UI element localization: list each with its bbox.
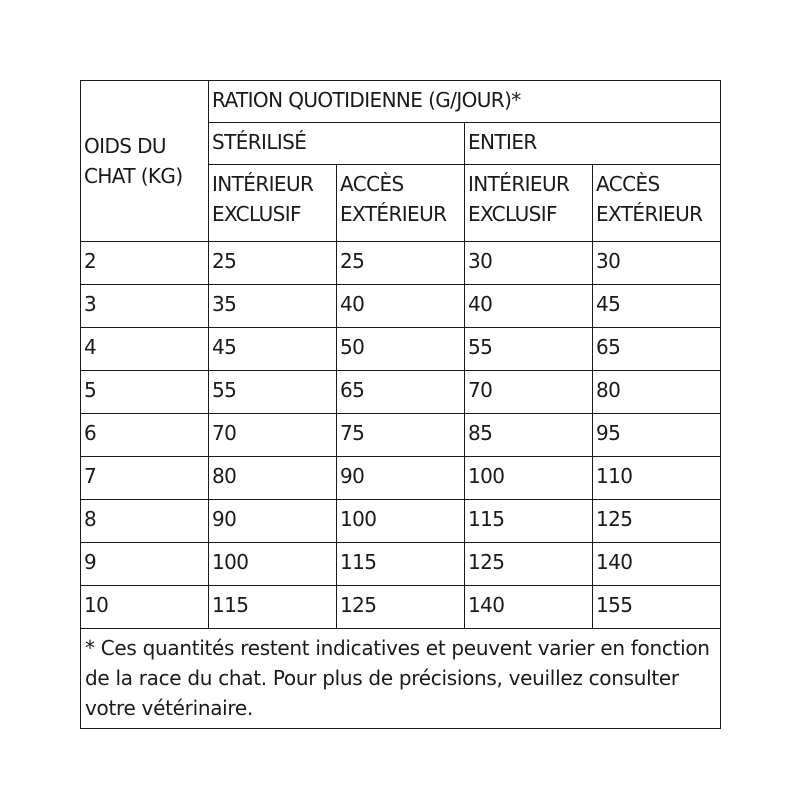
sterilise-interieur-cell: 100 bbox=[209, 543, 337, 586]
table-row bbox=[81, 414, 721, 457]
table-row bbox=[81, 543, 721, 586]
sterilise-exterieur-cell: 100 bbox=[337, 500, 465, 543]
table-row bbox=[81, 457, 721, 500]
footnote: * Ces quantités restent indicatives et peuvent varier en fonction de la race du chat. Pour plus de précisions, veuillez consulter votre vétérinaire. bbox=[81, 629, 721, 729]
ration-table bbox=[80, 80, 721, 729]
entier-interieur-cell: 115 bbox=[465, 500, 593, 543]
entier-interieur-cell: 70 bbox=[465, 371, 593, 414]
weight-cell: 5 bbox=[81, 371, 209, 414]
entier-exterieur-cell: 80 bbox=[593, 371, 721, 414]
table-row bbox=[81, 328, 721, 371]
subheader-sterilise-exterieur bbox=[337, 165, 465, 242]
sterilise-interieur-cell: 80 bbox=[209, 457, 337, 500]
subheader-line1: INTÉRIEUR bbox=[212, 172, 314, 196]
sterilise-interieur-cell: 70 bbox=[209, 414, 337, 457]
sterilise-exterieur-cell: 65 bbox=[337, 371, 465, 414]
entier-exterieur-cell: 95 bbox=[593, 414, 721, 457]
entier-interieur-cell: 100 bbox=[465, 457, 593, 500]
group-header-sterilise: STÉRILISÉ bbox=[209, 123, 465, 165]
sterilise-interieur-cell: 55 bbox=[209, 371, 337, 414]
weight-header-line1: OIDS DU bbox=[84, 133, 166, 158]
entier-exterieur-cell: 30 bbox=[593, 242, 721, 285]
entier-exterieur-cell: 155 bbox=[593, 586, 721, 629]
weight-header-line2: CHAT (KG) bbox=[84, 163, 183, 188]
weight-header bbox=[81, 81, 209, 242]
sterilise-interieur-cell: 35 bbox=[209, 285, 337, 328]
entier-exterieur-cell: 65 bbox=[593, 328, 721, 371]
entier-exterieur-cell: 140 bbox=[593, 543, 721, 586]
weight-cell: 4 bbox=[81, 328, 209, 371]
sterilise-exterieur-cell: 75 bbox=[337, 414, 465, 457]
weight-cell: 9 bbox=[81, 543, 209, 586]
subheader-entier-exterieur bbox=[593, 165, 721, 242]
sterilise-exterieur-cell: 40 bbox=[337, 285, 465, 328]
entier-exterieur-cell: 125 bbox=[593, 500, 721, 543]
subheader-line2: EXTÉRIEUR bbox=[596, 202, 703, 226]
subheader-entier-interieur bbox=[465, 165, 593, 242]
data-body bbox=[81, 242, 721, 629]
footnote-row bbox=[81, 629, 721, 729]
subheader-sterilise-interieur bbox=[209, 165, 337, 242]
sterilise-exterieur-cell: 25 bbox=[337, 242, 465, 285]
entier-interieur-cell: 140 bbox=[465, 586, 593, 629]
subheader-line1: ACCÈS bbox=[340, 172, 404, 196]
ration-header: RATION QUOTIDIENNE (G/JOUR)* bbox=[209, 81, 721, 123]
table-row bbox=[81, 586, 721, 629]
sterilise-exterieur-cell: 125 bbox=[337, 586, 465, 629]
entier-interieur-cell: 55 bbox=[465, 328, 593, 371]
weight-cell: 10 bbox=[81, 586, 209, 629]
subheader-line1: INTÉRIEUR bbox=[468, 172, 570, 196]
header-row-1 bbox=[81, 81, 721, 123]
table-row bbox=[81, 500, 721, 543]
sterilise-interieur-cell: 25 bbox=[209, 242, 337, 285]
weight-cell: 6 bbox=[81, 414, 209, 457]
weight-cell: 3 bbox=[81, 285, 209, 328]
weight-cell: 2 bbox=[81, 242, 209, 285]
group-header-entier: ENTIER bbox=[465, 123, 721, 165]
subheader-line2: EXCLUSIF bbox=[468, 202, 557, 226]
weight-cell: 7 bbox=[81, 457, 209, 500]
table-row bbox=[81, 371, 721, 414]
entier-interieur-cell: 125 bbox=[465, 543, 593, 586]
weight-cell: 8 bbox=[81, 500, 209, 543]
sterilise-exterieur-cell: 50 bbox=[337, 328, 465, 371]
sterilise-interieur-cell: 115 bbox=[209, 586, 337, 629]
subheader-line2: EXCLUSIF bbox=[212, 202, 301, 226]
entier-interieur-cell: 30 bbox=[465, 242, 593, 285]
entier-interieur-cell: 40 bbox=[465, 285, 593, 328]
sterilise-interieur-cell: 45 bbox=[209, 328, 337, 371]
entier-exterieur-cell: 110 bbox=[593, 457, 721, 500]
entier-exterieur-cell: 45 bbox=[593, 285, 721, 328]
entier-interieur-cell: 85 bbox=[465, 414, 593, 457]
sterilise-interieur-cell: 90 bbox=[209, 500, 337, 543]
sterilise-exterieur-cell: 90 bbox=[337, 457, 465, 500]
table-row bbox=[81, 242, 721, 285]
subheader-line2: EXTÉRIEUR bbox=[340, 202, 447, 226]
table-row bbox=[81, 285, 721, 328]
sterilise-exterieur-cell: 115 bbox=[337, 543, 465, 586]
subheader-line1: ACCÈS bbox=[596, 172, 660, 196]
